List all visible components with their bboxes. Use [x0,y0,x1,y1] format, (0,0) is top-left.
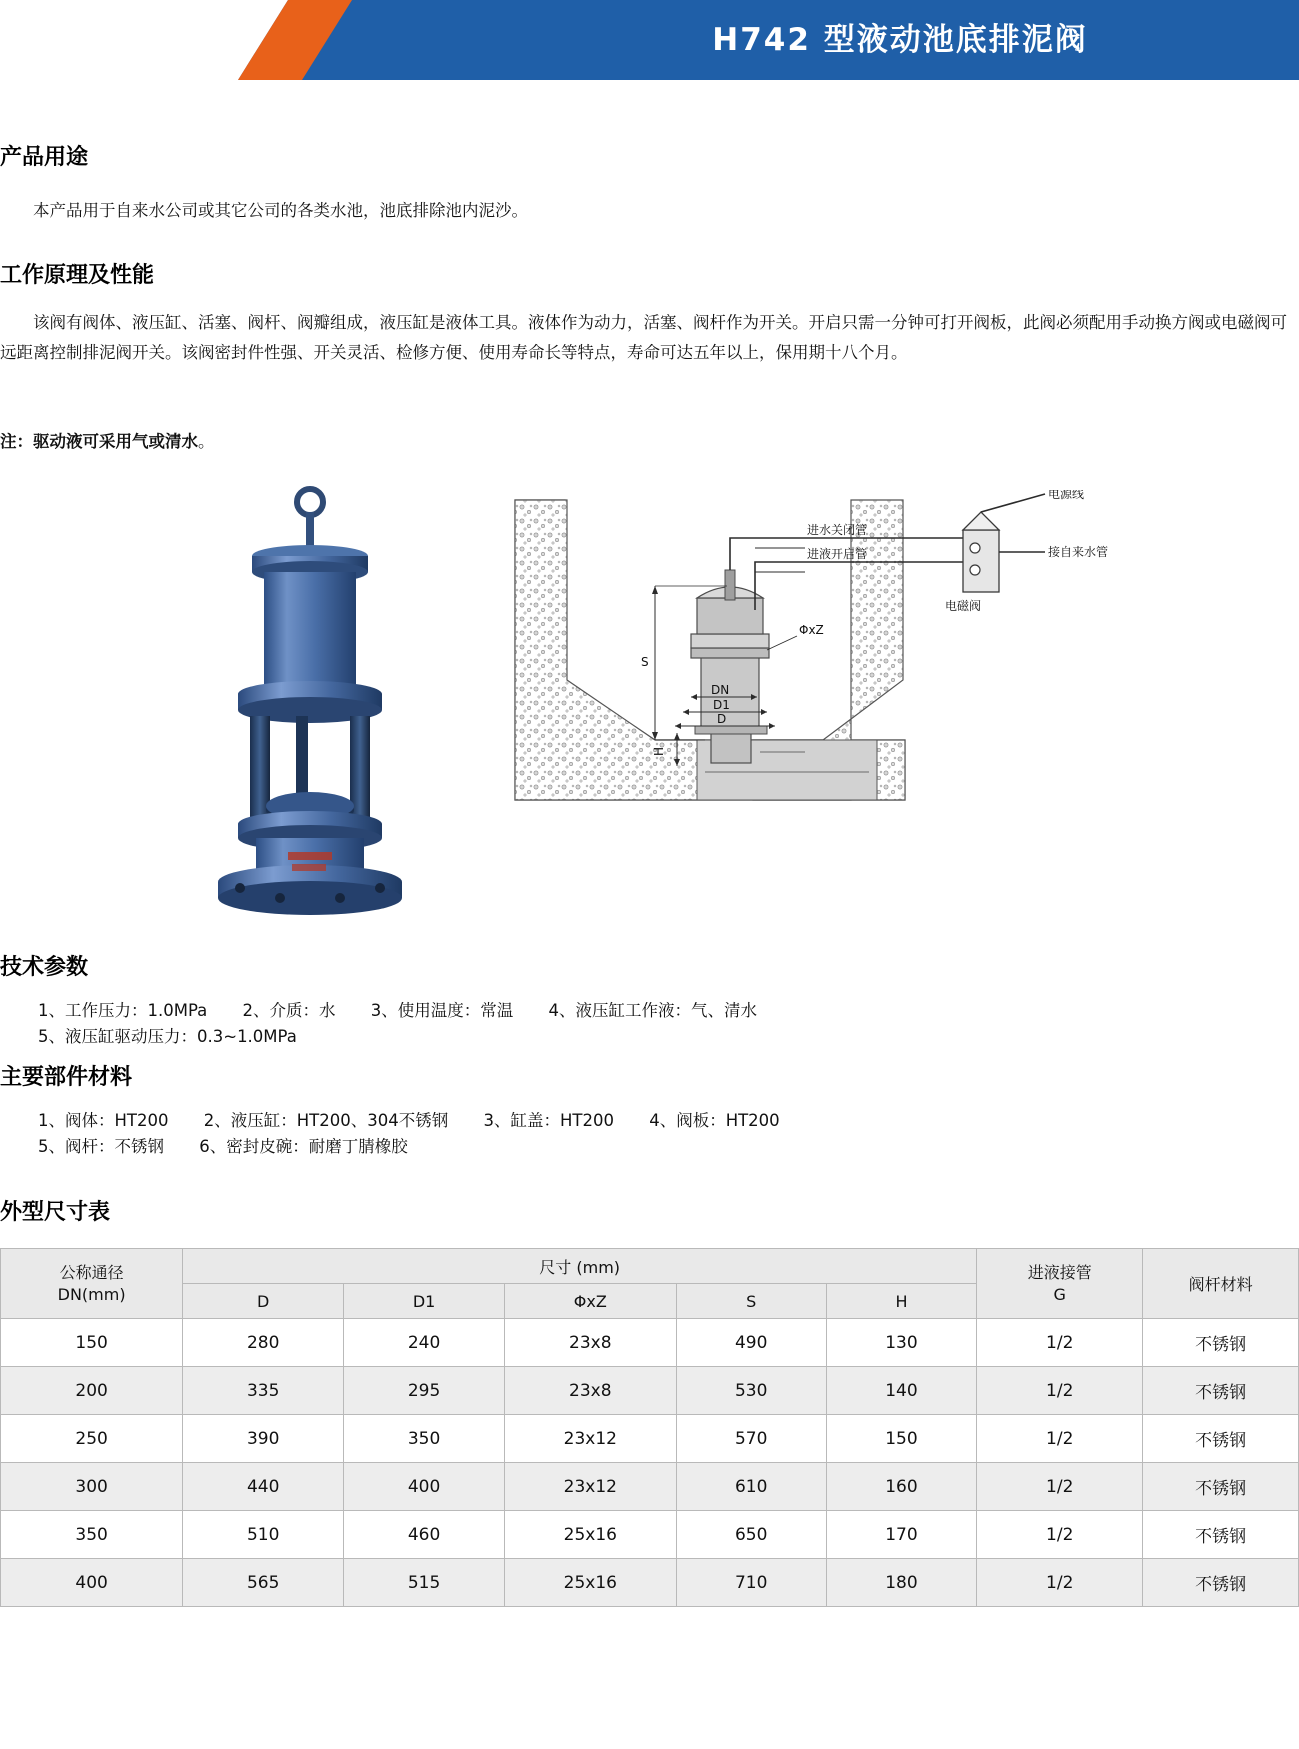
cell-material: 不锈钢 [1143,1559,1299,1607]
param-pressure: 1、工作压力：1.0MPa [38,1001,208,1020]
cell-g: 1/2 [977,1463,1143,1511]
header-dn [1,1249,183,1319]
section-heading-principle: 工作原理及性能 [0,263,155,288]
section-heading-parameters: 技术参数 [0,955,89,980]
cell-g: 1/2 [977,1367,1143,1415]
material-cylinder-cover: 3、缸盖：HT200 [483,1111,614,1130]
cell-s: 650 [676,1511,826,1559]
cell-dn: 250 [1,1415,183,1463]
cell-h: 180 [826,1559,976,1607]
header-dn-line2: DN(mm) [57,1284,126,1304]
param-working-fluid: 4、液压缸工作液：气、清水 [548,1001,758,1020]
header-d: D [183,1284,344,1319]
cell-d: 280 [183,1319,344,1367]
label-s: S [641,655,649,669]
cell-s: 490 [676,1319,826,1367]
table-header-row [1,1249,1299,1284]
cell-material: 不锈钢 [1143,1319,1299,1367]
cell-d: 335 [183,1367,344,1415]
cell-material: 不锈钢 [1143,1511,1299,1559]
dimension-table-head [1,1249,1299,1319]
header-dn-line1: 公称通径 [59,1262,124,1282]
cell-d1: 295 [344,1367,505,1415]
cell-phiz: 25x16 [505,1511,677,1559]
section-heading-usage: 产品用途 [0,145,89,170]
dimension-table-body [1,1319,1299,1607]
header-phiz: ΦxZ [505,1284,677,1319]
cell-d: 390 [183,1415,344,1463]
cell-material: 不锈钢 [1143,1415,1299,1463]
cell-h: 170 [826,1511,976,1559]
label-inlet-open-pipe: 进液开启管 [807,547,868,561]
cell-s: 570 [676,1415,826,1463]
label-solenoid-valve: 电磁阀 [945,599,982,613]
cell-dn: 350 [1,1511,183,1559]
product-photo [120,480,500,930]
cell-dn: 300 [1,1463,183,1511]
label-inlet-close-pipe: 进水关闭管 [807,523,868,537]
cell-g: 1/2 [977,1559,1143,1607]
cell-g: 1/2 [977,1415,1143,1463]
cell-phiz: 25x16 [505,1559,677,1607]
material-body: 1、阀体：HT200 [38,1111,169,1130]
cell-h: 160 [826,1463,976,1511]
table-row [1,1463,1299,1511]
parameters-line-2: 5、液压缸驱动压力：0.3~1.0MPa [38,1027,297,1046]
header-size-group: 尺寸 (mm) [183,1249,977,1284]
installation-diagram [505,490,1285,930]
cell-g: 1/2 [977,1511,1143,1559]
cell-d1: 350 [344,1415,505,1463]
dimension-table [0,1248,1299,1607]
cell-s: 710 [676,1559,826,1607]
installation-diagram-svg [505,490,1285,930]
material-seal-cup: 6、密封皮碗：耐磨丁腈橡胶 [199,1137,408,1156]
cell-phiz: 23x12 [505,1463,677,1511]
label-power-cord: 电源线 [1048,490,1085,501]
cell-dn: 400 [1,1559,183,1607]
cell-d1: 460 [344,1511,505,1559]
materials-line-2 [38,1132,1238,1162]
label-dn: DN [711,683,730,697]
cell-phiz: 23x12 [505,1415,677,1463]
header-inlet-pipe-line2: G [1053,1284,1066,1304]
cell-s: 530 [676,1367,826,1415]
material-stem: 5、阀杆：不锈钢 [38,1137,164,1156]
figures-area [0,480,1299,940]
cell-h: 140 [826,1367,976,1415]
table-row [1,1319,1299,1367]
usage-paragraph: 本产品用于自来水公司或其它公司的各类水池，池底排除池内泥沙。 [33,201,528,220]
page-title: H742 型液动池底排泥阀 [712,22,1088,58]
header-d1: D1 [344,1284,505,1319]
table-row [1,1415,1299,1463]
param-temperature: 3、使用温度：常温 [370,1001,514,1020]
page-header-banner [0,0,1299,80]
cell-d1: 515 [344,1559,505,1607]
header-stem-material: 阀杆材料 [1143,1249,1299,1319]
cell-phiz: 23x8 [505,1319,677,1367]
cell-material: 不锈钢 [1143,1367,1299,1415]
label-d1: D1 [713,698,730,712]
table-row [1,1559,1299,1607]
cell-d: 565 [183,1559,344,1607]
note-line [0,427,800,457]
header-inlet-pipe [977,1249,1143,1319]
label-d: D [717,712,727,726]
material-valve-plate: 4、阀板：HT200 [649,1111,780,1130]
cell-d: 510 [183,1511,344,1559]
cell-d1: 400 [344,1463,505,1511]
cell-dn: 150 [1,1319,183,1367]
header-h: H [826,1284,976,1319]
cell-d: 440 [183,1463,344,1511]
cell-phiz: 23x8 [505,1367,677,1415]
cell-h: 150 [826,1415,976,1463]
cell-s: 610 [676,1463,826,1511]
principle-paragraph: 该阀有阀体、液压缸、活塞、阀杆、阀瓣组成，液压缸是液体工具。液体作为动力，活塞、阀杆作为开关。开启只需一分钟可打开阀板，此阀必须配用手动换方阀或电磁阀可远距离控制排泥阀开关。该阀密封件性强、开关灵活、检修方便、使用寿命长等特点，寿命可达五年以上，保用期十八个月。 [0,313,1287,362]
label-phi-z: ΦxZ [799,623,824,637]
param-medium: 2、介质：水 [242,1001,336,1020]
section-heading-dimension-table: 外型尺寸表 [0,1200,111,1225]
cell-d1: 240 [344,1319,505,1367]
cell-dn: 200 [1,1367,183,1415]
cell-material: 不锈钢 [1143,1463,1299,1511]
note-label: 注：驱动液可采用气或清水 [0,432,198,451]
material-cylinder: 2、液压缸：HT200、304不锈钢 [203,1111,449,1130]
header-s: S [676,1284,826,1319]
cell-g: 1/2 [977,1319,1143,1367]
valve-photo-illustration [120,480,500,930]
table-row [1,1511,1299,1559]
note-tail: 。 [198,432,215,451]
cell-h: 130 [826,1319,976,1367]
table-row [1,1367,1299,1415]
header-inlet-pipe-line1: 进液接管 [1027,1262,1092,1282]
section-heading-materials: 主要部件材料 [0,1065,133,1090]
label-tap-water-pipe: 接自来水管 [1048,545,1109,559]
label-h: H [652,746,666,756]
